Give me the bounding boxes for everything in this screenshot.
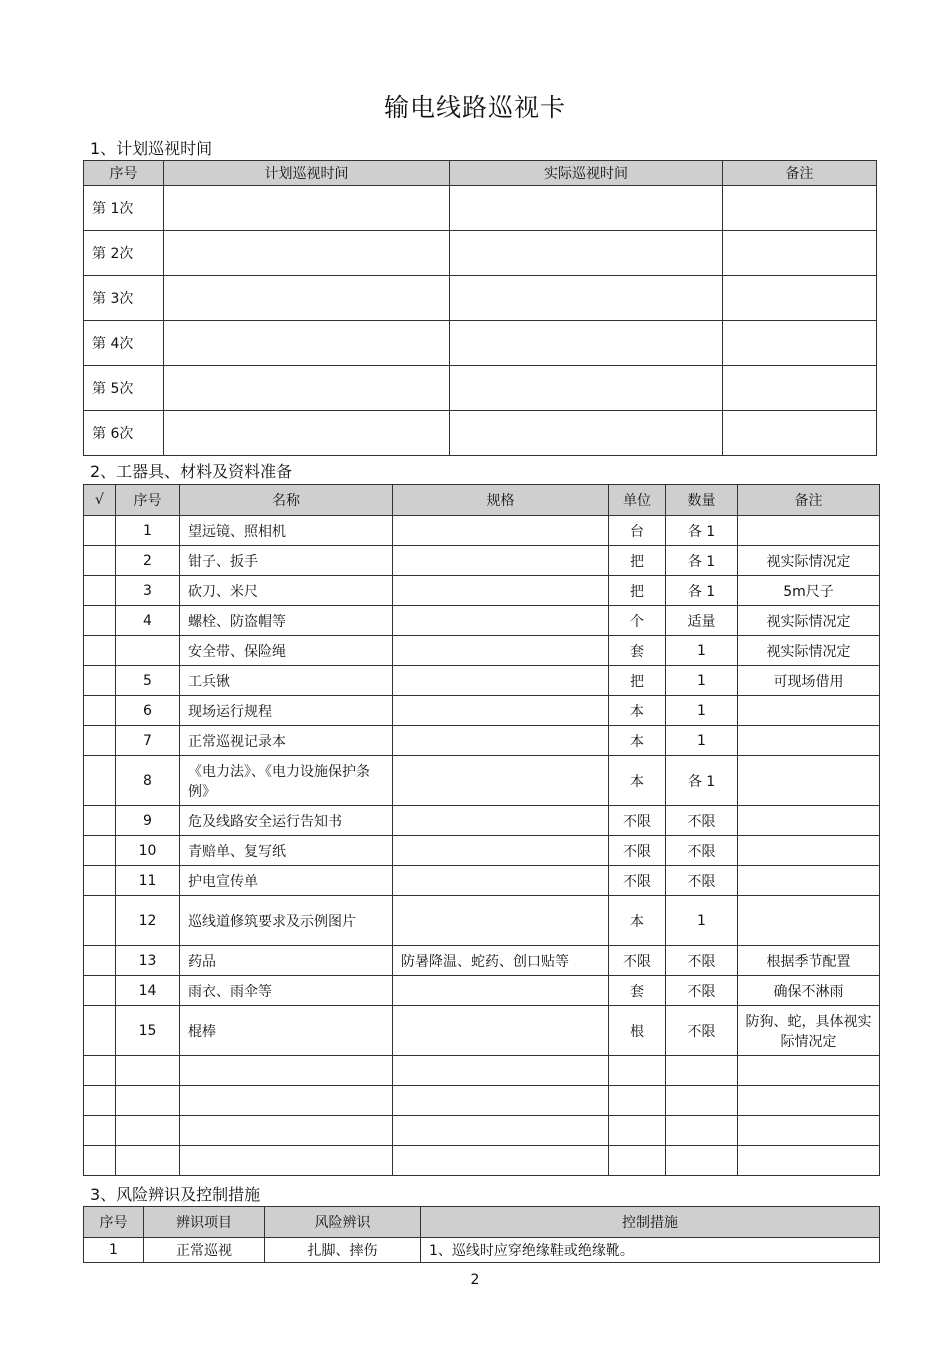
table-cell [116,636,180,666]
table-cell: 10 [116,836,180,866]
table-cell [666,1116,738,1146]
table-cell: 本 [609,756,666,806]
table-cell [84,636,116,666]
table-cell [393,1116,609,1146]
table-row [84,1056,880,1086]
table-header-row [84,161,877,186]
table-cell: 根据季节配置 [738,946,880,976]
table-cell [393,1086,609,1116]
table-cell [393,836,609,866]
table-cell: 不限 [609,806,666,836]
table-cell: 钳子、扳手 [180,546,393,576]
table-cell: 个 [609,606,666,636]
table-cell [84,516,116,546]
table-cell: 不限 [666,866,738,896]
column-header: 控制措施 [421,1207,880,1238]
table-cell [738,516,880,546]
table-cell: 巡线道修筑要求及示例图片 [180,896,393,946]
table-cell: 安全带、保险绳 [180,636,393,666]
table-cell [723,186,877,231]
table-cell [393,1146,609,1176]
table-cell [84,836,116,866]
column-header: 计划巡视时间 [164,161,450,186]
table-cell: 《电力法》、《电力设施保护条例》 [180,756,393,806]
table-cell: 第 5次 [84,366,164,411]
page-number: 2 [470,1272,480,1288]
table-cell [393,516,609,546]
table-cell: 各 1 [666,756,738,806]
table-cell: 不限 [666,836,738,866]
table-cell: 药品 [180,946,393,976]
table-cell [738,1056,880,1086]
table-cell: 6 [116,696,180,726]
table-cell: 1 [666,896,738,946]
table-cell [738,726,880,756]
table-cell [84,756,116,806]
table-row [84,186,877,231]
table-cell [393,606,609,636]
table-row [84,1146,880,1176]
risk-control-table [83,1206,880,1263]
table-cell [84,866,116,896]
table-row [84,636,880,666]
table-cell: 1、巡线时应穿绝缘鞋或绝缘靴。 [421,1238,880,1263]
table-cell: 各 1 [666,546,738,576]
table-cell: 确保不淋雨 [738,976,880,1006]
table-cell: 把 [609,576,666,606]
column-header: 名称 [180,485,393,516]
table-row [84,516,880,546]
table-row [84,756,880,806]
column-header: 备注 [723,161,877,186]
table-cell [738,836,880,866]
section2-heading: 2、工器具、材料及资料准备 [90,462,293,481]
table-cell [723,231,877,276]
page-title: 输电线路巡视卡 [383,93,566,122]
table-row [84,896,880,946]
table-cell [393,976,609,1006]
table-cell: 根 [609,1006,666,1056]
table-cell [84,1116,116,1146]
table-cell: 防暑降温、蛇药、创口贴等 [393,946,609,976]
table-row [84,666,880,696]
table-cell [116,1146,180,1176]
table-cell [450,366,723,411]
table-cell [84,1146,116,1176]
table-row [84,1238,880,1263]
column-header: 风险辨识 [265,1207,421,1238]
table-cell [164,186,450,231]
table-cell: 砍刀、米尺 [180,576,393,606]
table-cell: 把 [609,666,666,696]
table-header-row [84,485,880,516]
table-cell [738,1086,880,1116]
table-cell [450,411,723,456]
tools-materials-table [83,484,880,1176]
table-row [84,546,880,576]
table-cell [666,1086,738,1116]
table-cell: 套 [609,976,666,1006]
table-cell [393,756,609,806]
table-cell [393,666,609,696]
table-cell [393,546,609,576]
table-row [84,321,877,366]
column-header: √ [84,485,116,516]
table-cell [723,321,877,366]
table-cell: 不限 [609,866,666,896]
table-cell: 4 [116,606,180,636]
table-row [84,606,880,636]
table-cell [84,946,116,976]
table-cell: 5m尺子 [738,576,880,606]
table-cell [116,1056,180,1086]
table-cell [84,1056,116,1086]
table-cell: 棍棒 [180,1006,393,1056]
table-cell: 1 [116,516,180,546]
table-row [84,726,880,756]
table-cell: 各 1 [666,576,738,606]
table-cell [84,546,116,576]
table-row [84,1086,880,1116]
column-header: 序号 [84,161,164,186]
table-cell: 雨衣、雨伞等 [180,976,393,1006]
table-row [84,1006,880,1056]
table-row [84,976,880,1006]
table-row [84,836,880,866]
table-cell [450,231,723,276]
table-cell: 防狗、蛇，具体视实际情况定 [738,1006,880,1056]
table-cell: 青赔单、复写纸 [180,836,393,866]
table-cell: 正常巡视记录本 [180,726,393,756]
column-header: 数量 [666,485,738,516]
section3-heading: 3、风险辨识及控制措施 [90,1185,261,1204]
table-cell [393,696,609,726]
table-cell [116,1116,180,1146]
table-cell: 9 [116,806,180,836]
table-cell [666,1056,738,1086]
table-cell: 2 [116,546,180,576]
table-cell [738,696,880,726]
table-cell [164,321,450,366]
table-cell [609,1086,666,1116]
table-cell [84,896,116,946]
table-cell [738,1146,880,1176]
table-cell: 适量 [666,606,738,636]
table-cell: 螺栓、防盗帽等 [180,606,393,636]
table-cell: 套 [609,636,666,666]
table-cell [393,576,609,606]
table-cell: 危及线路安全运行告知书 [180,806,393,836]
table-cell: 把 [609,546,666,576]
table-cell: 扎脚、摔伤 [265,1238,421,1263]
table-row [84,576,880,606]
table-cell [84,696,116,726]
table-cell: 不限 [666,946,738,976]
table-cell: 护电宣传单 [180,866,393,896]
table-cell: 不限 [666,1006,738,1056]
column-header: 备注 [738,485,880,516]
table-cell: 本 [609,726,666,756]
table-cell: 不限 [666,976,738,1006]
table-cell [84,576,116,606]
table-row [84,806,880,836]
table-cell [180,1116,393,1146]
table-cell [84,606,116,636]
table-cell [393,806,609,836]
section1-heading: 1、计划巡视时间 [90,139,213,158]
table-cell: 视实际情况定 [738,606,880,636]
table-cell: 不限 [609,836,666,866]
table-cell [609,1116,666,1146]
table-cell [84,666,116,696]
table-cell: 13 [116,946,180,976]
table-cell [723,411,877,456]
table-cell [393,1006,609,1056]
column-header: 辨识项目 [144,1207,265,1238]
table-cell [116,1086,180,1116]
table-cell: 第 4次 [84,321,164,366]
column-header: 序号 [84,1207,144,1238]
table-cell: 5 [116,666,180,696]
table-cell: 台 [609,516,666,546]
table-cell: 可现场借用 [738,666,880,696]
table-cell [393,726,609,756]
table-cell: 正常巡视 [144,1238,265,1263]
table-cell [738,1116,880,1146]
table-cell: 11 [116,866,180,896]
table-cell [84,1086,116,1116]
table-cell: 望远镜、照相机 [180,516,393,546]
table-cell: 1 [666,726,738,756]
table-cell: 第 1次 [84,186,164,231]
table-cell [180,1056,393,1086]
table-cell [180,1146,393,1176]
table-row [84,276,877,321]
table-cell [609,1056,666,1086]
table-row [84,366,877,411]
table-cell [666,1146,738,1176]
table-row [84,1116,880,1146]
table-cell [164,276,450,321]
table-cell [723,366,877,411]
table-row [84,866,880,896]
table-row [84,946,880,976]
table-cell [84,976,116,1006]
table-cell [180,1086,393,1116]
table-cell [84,1006,116,1056]
table-cell [84,806,116,836]
patrol-time-table [83,160,877,456]
table-cell [609,1146,666,1176]
table-cell: 第 6次 [84,411,164,456]
table-cell: 不限 [666,806,738,836]
table-cell [84,726,116,756]
table-cell [738,806,880,836]
table-cell [393,636,609,666]
column-header: 单位 [609,485,666,516]
table-row [84,231,877,276]
table-cell: 1 [84,1238,144,1263]
table-cell: 不限 [609,946,666,976]
table-cell: 视实际情况定 [738,546,880,576]
table-cell [738,896,880,946]
column-header: 规格 [393,485,609,516]
table-row [84,696,880,726]
table-cell: 15 [116,1006,180,1056]
table-cell: 第 2次 [84,231,164,276]
table-cell [164,366,450,411]
table-cell [723,276,877,321]
table-cell: 现场运行规程 [180,696,393,726]
table-cell: 各 1 [666,516,738,546]
table-cell [450,186,723,231]
table-cell [393,866,609,896]
table-cell [164,411,450,456]
table-cell: 7 [116,726,180,756]
table-cell: 本 [609,896,666,946]
table-cell [393,896,609,946]
table-cell: 1 [666,666,738,696]
table-cell: 第 3次 [84,276,164,321]
table-header-row [84,1207,880,1238]
table-cell: 1 [666,696,738,726]
table-cell: 8 [116,756,180,806]
table-cell [450,321,723,366]
table-cell: 工兵锹 [180,666,393,696]
table-cell: 1 [666,636,738,666]
table-cell [164,231,450,276]
table-cell: 本 [609,696,666,726]
table-row [84,411,877,456]
table-cell [738,866,880,896]
table-cell: 3 [116,576,180,606]
table-cell [393,1056,609,1086]
table-cell [450,276,723,321]
table-cell: 视实际情况定 [738,636,880,666]
table-cell: 12 [116,896,180,946]
column-header: 序号 [116,485,180,516]
table-cell [738,756,880,806]
table-cell: 14 [116,976,180,1006]
column-header: 实际巡视时间 [450,161,723,186]
